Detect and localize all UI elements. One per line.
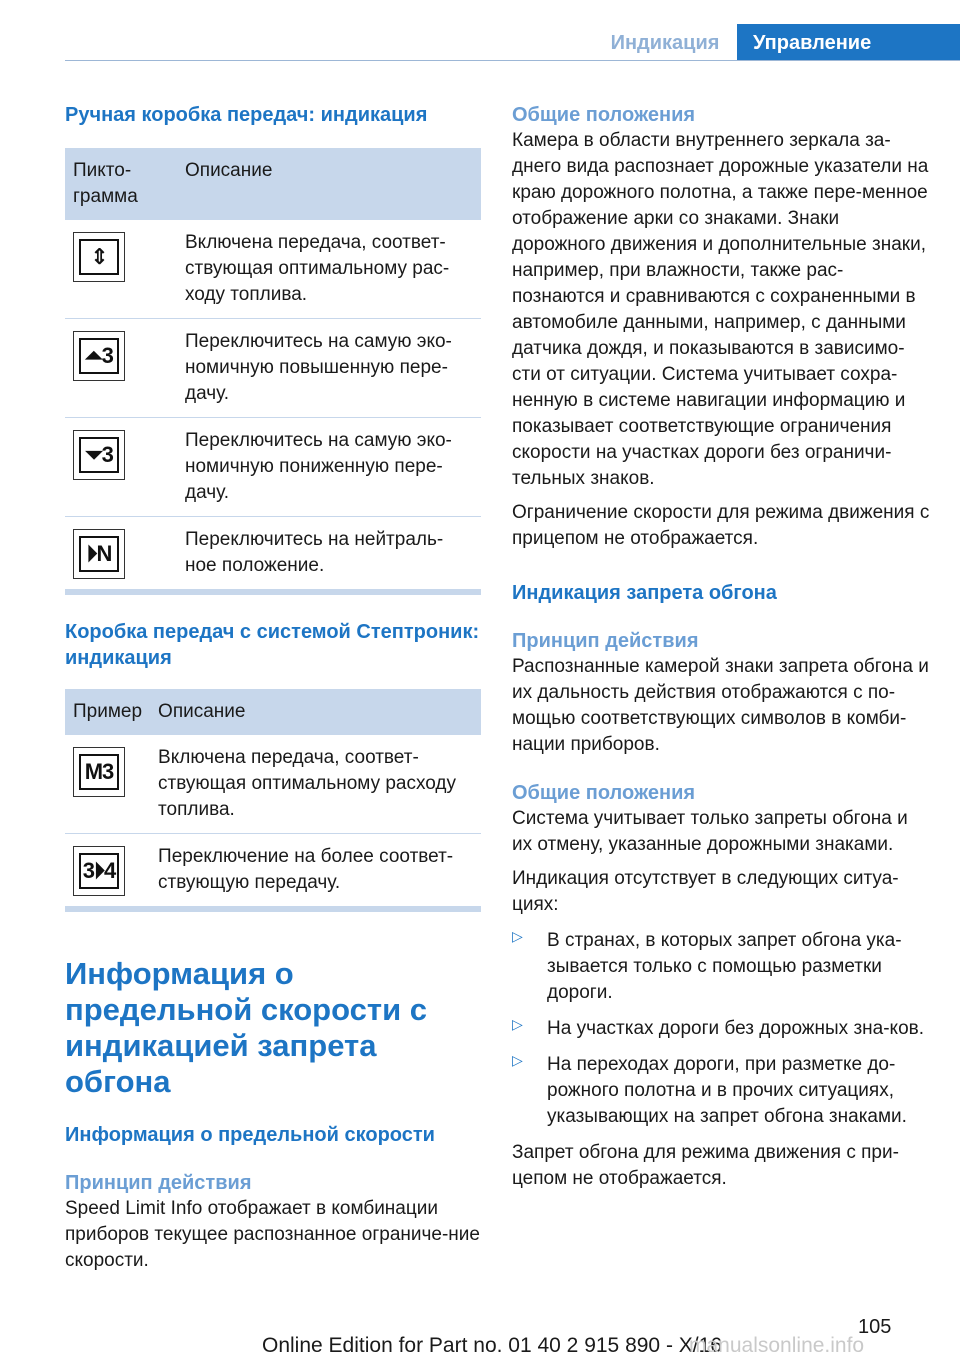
- general-text-2: Система учитывает только запреты обгона и их отмену, указанные дорожными знаками.: [512, 808, 908, 855]
- column-header-example: Пример: [65, 689, 150, 735]
- bullet-triangle-icon: ▷: [512, 1016, 523, 1032]
- shift-3-to-4-icon: [73, 846, 125, 896]
- principle-text: Speed Limit Info отображает в комбинации приборов текущее распознанное ограниче-ние скорости.: [65, 1198, 480, 1271]
- left-column: [65, 102, 481, 1274]
- header-rule: [65, 60, 960, 61]
- icon-symbol: 3⏵4: [79, 853, 119, 889]
- row-description: Включена передача, соответ-ствующая оптимальному рас-ходу топлива.: [177, 220, 481, 319]
- speed-limit-section-title: Информация о предельной скорости с индикацией запрета обгона: [65, 956, 427, 1099]
- downshift-icon: [73, 430, 125, 480]
- general-title: Общие положения: [512, 104, 696, 126]
- speed-limit-subtitle: Информация о предельной скорости: [65, 1124, 435, 1146]
- bullet-triangle-icon: ▷: [512, 1052, 523, 1068]
- manual-gearbox-table: [65, 148, 481, 595]
- row-description: Переключение на более соответ-ствующую передачу.: [150, 834, 481, 910]
- table-row: [65, 834, 481, 910]
- list-item-text: На переходах дороги, при разметке до-рожного полотна и в прочих ситуациях, указывающих на запрет обгона знаками.: [547, 1054, 907, 1127]
- page-number: 105: [858, 1316, 892, 1338]
- absent-text: Индикация отсутствует в следующих ситуа-циях:: [512, 868, 899, 915]
- icon-symbol: M3: [79, 754, 119, 790]
- row-description: Переключитесь на самую эко-номичную повышенную пере-дачу.: [177, 319, 481, 418]
- list-item-text: На участках дороги без дорожных зна-ков.: [547, 1018, 925, 1039]
- table-row: [65, 517, 481, 593]
- column-header-pictogram: Пикто-грамма: [65, 148, 177, 220]
- gear-optimal-icon: [73, 232, 125, 282]
- principle-title-2: Принцип действия: [512, 630, 699, 652]
- table-header-row: [65, 689, 481, 735]
- table-row: [65, 735, 481, 834]
- row-description: Переключитесь на нейтраль-ное положение.: [177, 517, 481, 593]
- upshift-icon: [73, 331, 125, 381]
- table-row: [65, 319, 481, 418]
- right-column: [512, 102, 930, 1192]
- general-title-2: Общие положения: [512, 782, 696, 804]
- list-item: [512, 928, 930, 1006]
- list-item-text: В странах, в которых запрет обгона ука-зывается только с помощью разметки дороги.: [547, 930, 902, 1003]
- column-header-description: Описание: [177, 148, 481, 220]
- general-text: Камера в области внутреннего зеркала за-днего вида распознает дорожные указатели на краю дорожного полотна, а также пере-менное отображение арки со знаками. Знаки дорожного движения и дополнительные знаки, например, при влажности, также рас-познаются и сравниваются с сохраненными в автомобиле данными, например, с данными датчика дождя, и показываются в зависимо-сти от ситуации. Система учитывает сохра-ненную в системе навигации информацию и показывает соответствующие ограничения скорости на участках дороги без ограничи-тельных знаков.: [512, 130, 929, 489]
- icon-symbol: ⏷3: [79, 437, 119, 473]
- edition-footer: Online Edition for Part no. 01 40 2 915 890 - X/16: [262, 1334, 722, 1357]
- tab-controls[interactable]: Управление: [737, 24, 960, 60]
- list-item: [512, 1016, 930, 1042]
- table-row: [65, 418, 481, 517]
- steptronic-table: [65, 689, 481, 912]
- neutral-icon: [73, 529, 125, 579]
- overtake-title: Индикация запрета обгона: [512, 582, 777, 604]
- row-description: Переключитесь на самую эко-номичную пониженную пере-дачу.: [177, 418, 481, 517]
- tab-indication[interactable]: Индикация: [610, 32, 720, 54]
- row-description: Включена передача, соответ-ствующая оптимальному расходу топлива.: [150, 735, 481, 834]
- list-item: [512, 1052, 930, 1130]
- watermark: manualsonline.info: [689, 1334, 865, 1357]
- principle-title: Принцип действия: [65, 1172, 252, 1194]
- trailer-overtake-text: Запрет обгона для режима движения с при-цепом не отображается.: [512, 1142, 899, 1189]
- icon-symbol: ⏵N: [79, 536, 119, 572]
- icon-symbol: ⏶3: [79, 338, 119, 374]
- column-header-description: Описание: [150, 689, 481, 735]
- trailer-speed-text: Ограничение скорости для режима движения с прицепом не отображается.: [512, 502, 930, 549]
- icon-symbol: ⇕: [79, 239, 119, 275]
- gear-m3-icon: [73, 747, 125, 797]
- principle-text-2: Распознанные камерой знаки запрета обгона и их дальность действия отображаются с по-мощью соответствующих символов в комби-нации приборов.: [512, 656, 929, 755]
- bullet-triangle-icon: ▷: [512, 928, 523, 944]
- table-header-row: [65, 148, 481, 220]
- steptronic-title: Коробка передач с системой Стептроник: индикация: [65, 621, 480, 669]
- manual-gearbox-title: Ручная коробка передач: индикация: [65, 104, 428, 126]
- table-row: [65, 220, 481, 319]
